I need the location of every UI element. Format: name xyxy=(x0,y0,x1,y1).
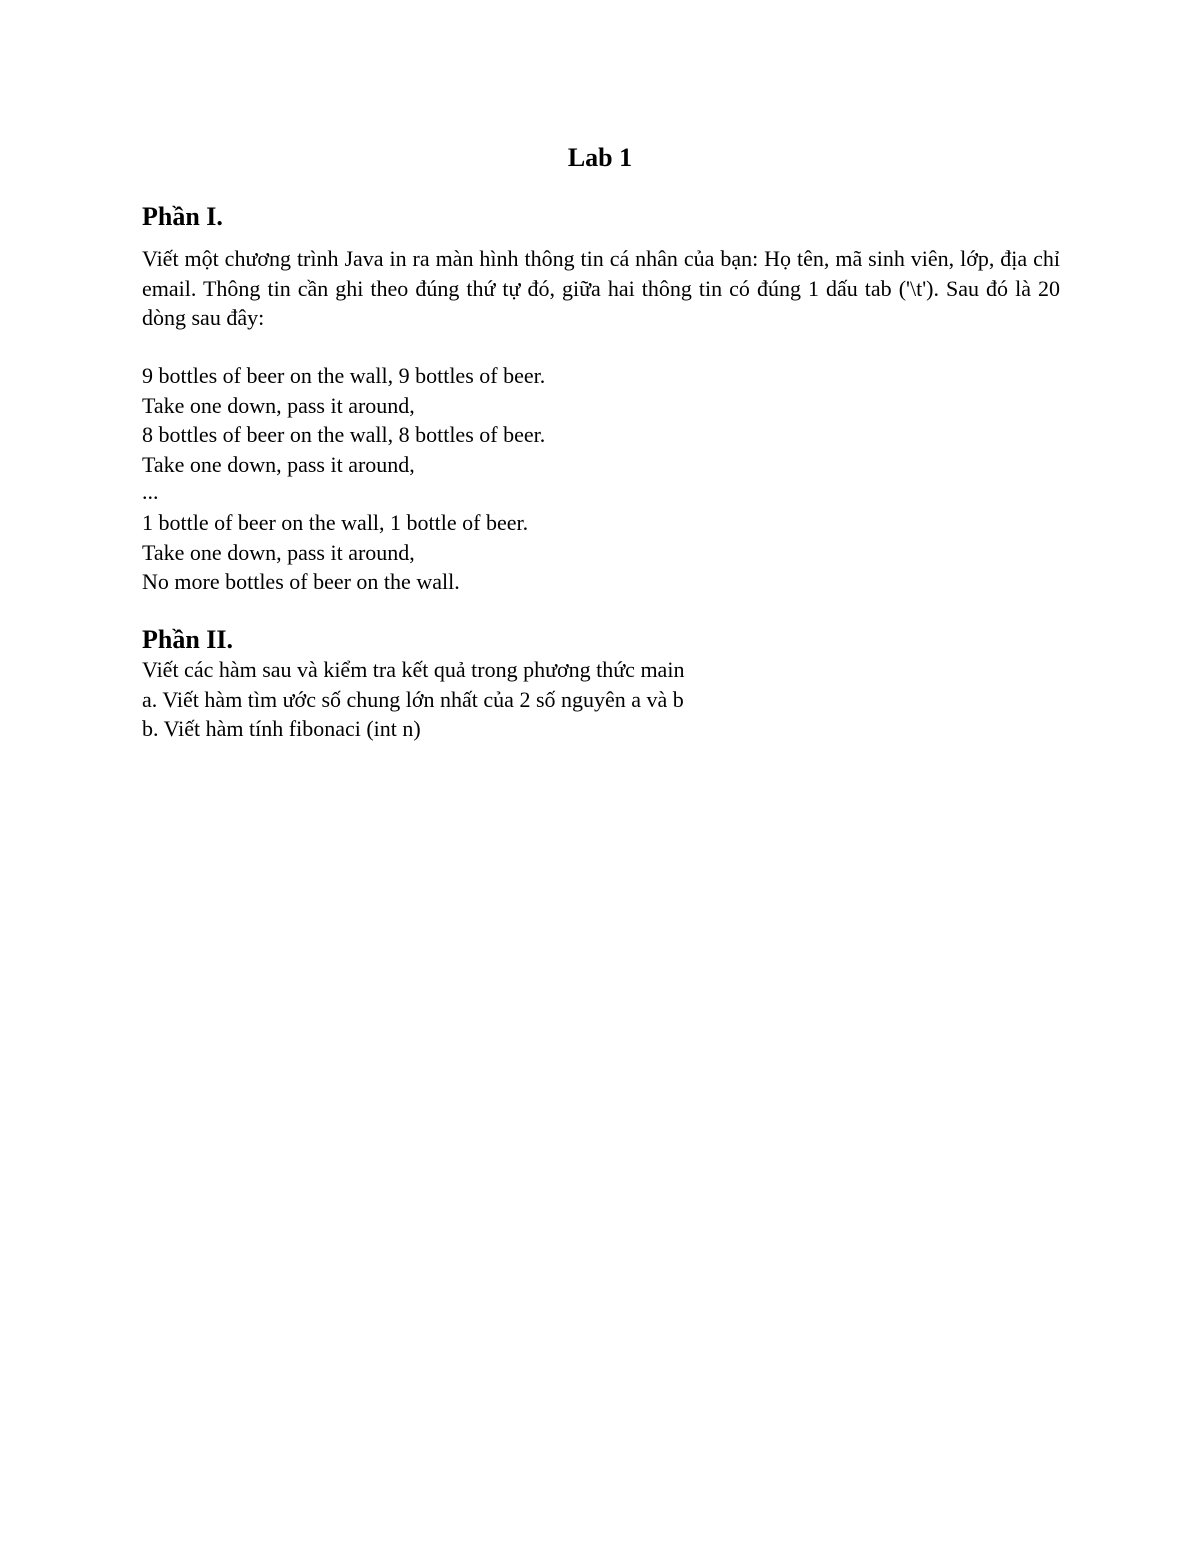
lyric-line: 8 bottles of beer on the wall, 8 bottles of beer. xyxy=(142,422,546,447)
lyric-line: 9 bottles of beer on the wall, 9 bottles of beer. xyxy=(142,363,546,388)
document-title: Lab 1 xyxy=(567,143,633,172)
section-heading-part-2: Phần II. xyxy=(142,625,234,654)
lyric-line: No more bottles of beer on the wall. xyxy=(142,569,460,594)
lyric-line: Take one down, pass it around, xyxy=(142,540,415,565)
lyric-ellipsis: ... xyxy=(142,479,159,504)
part-1-description: Viết một chương trình Java in ra màn hình thông tin cá nhân của bạn: Họ tên, mã sinh viên, lớp, địa chỉ email. Thông tin cần ghi theo đúng thứ tự đó, giữa hai thông tin có đúng 1 dấu tab ('\t'). Sau đó là 20 dòng sau đây: xyxy=(142,246,1060,330)
lyric-line: 1 bottle of beer on the wall, 1 bottle of beer. xyxy=(142,510,529,535)
lyric-line: Take one down, pass it around, xyxy=(142,393,415,418)
task-item-b: b. Viết hàm tính fibonaci (int n) xyxy=(142,716,421,741)
task-item-a: a. Viết hàm tìm ước số chung lớn nhất của 2 số nguyên a và b xyxy=(142,687,684,712)
part-2-intro: Viết các hàm sau và kiểm tra kết quả trong phương thức main xyxy=(142,657,685,682)
section-heading-part-1: Phần I. xyxy=(142,202,223,231)
lyric-line: Take one down, pass it around, xyxy=(142,452,415,477)
